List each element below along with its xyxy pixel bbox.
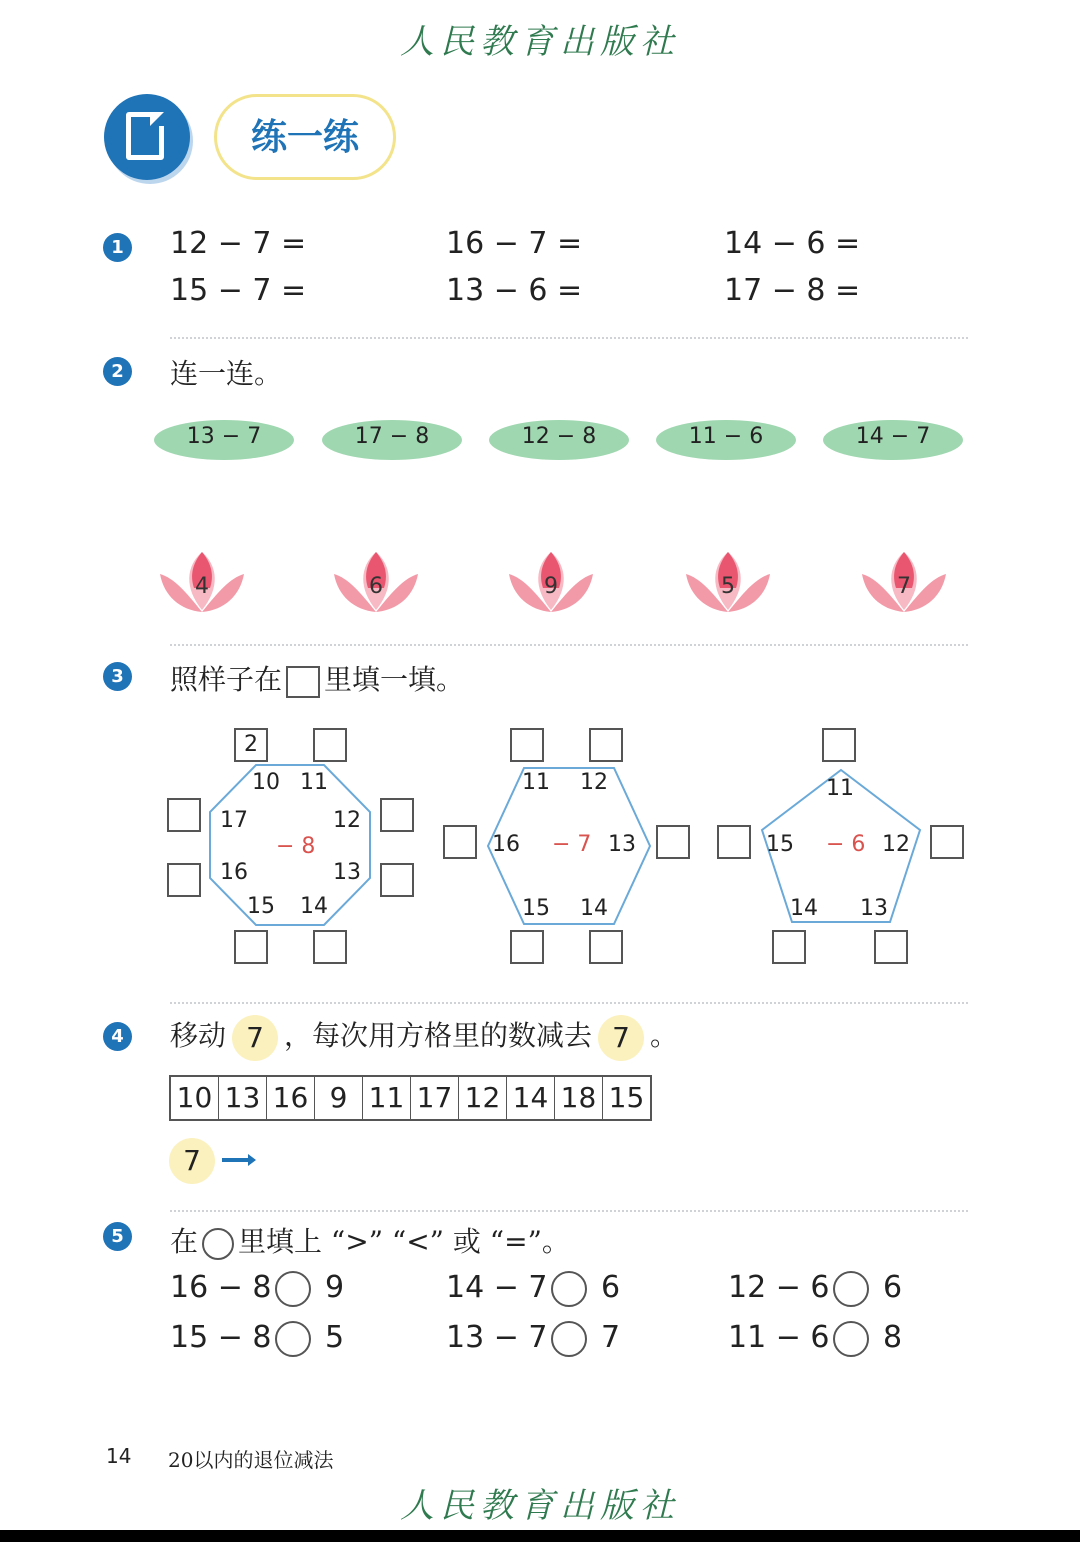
strip-cell[interactable]: 13 <box>219 1077 267 1119</box>
number-strip <box>169 1075 652 1121</box>
lily-pad[interactable]: 14 − 7 <box>823 420 963 460</box>
equation: 15 − 7 = <box>170 273 307 308</box>
strip-cell[interactable]: 10 <box>171 1077 219 1119</box>
question-4-instruction: 移动 7 ，每次用方格里的数减去 7 。 <box>170 1014 678 1061</box>
question-3-instruction: 照样子在 里填一填。 <box>170 663 465 696</box>
question-number-2: 2 <box>103 357 132 386</box>
document-icon <box>126 112 164 160</box>
answer-box[interactable] <box>930 825 964 859</box>
hexagon-number: 12 <box>580 770 608 795</box>
answer-box[interactable] <box>717 825 751 859</box>
divider <box>170 644 968 646</box>
comparison: 12 − 6 6 <box>728 1270 903 1305</box>
section-title: 练一练 <box>214 94 396 180</box>
answer-circle[interactable] <box>551 1271 587 1307</box>
divider <box>170 1210 968 1212</box>
answer-box[interactable] <box>656 825 690 859</box>
movable-token[interactable]: 7 <box>169 1138 215 1184</box>
answer-box[interactable] <box>167 798 201 832</box>
strip-cell[interactable]: 17 <box>411 1077 459 1119</box>
octagon-number: 14 <box>300 894 328 919</box>
answer-circle[interactable] <box>275 1321 311 1357</box>
strip-cell[interactable]: 12 <box>459 1077 507 1119</box>
answer-box[interactable] <box>313 930 347 964</box>
token-circle: 7 <box>598 1015 644 1061</box>
equation: 12 − 7 = <box>170 226 307 261</box>
lotus-flower[interactable]: 7 <box>858 548 950 618</box>
answer-circle-sample <box>202 1228 234 1260</box>
lotus-flower[interactable]: 5 <box>682 548 774 618</box>
lotus-flower[interactable]: 9 <box>505 548 597 618</box>
octagon-number: 16 <box>220 860 248 885</box>
answer-box-example: 2 <box>234 728 268 762</box>
exercise-icon <box>104 94 190 180</box>
answer-box[interactable] <box>167 863 201 897</box>
comparison: 16 − 8 9 <box>170 1270 345 1305</box>
comparison: 13 − 7 7 <box>446 1320 621 1355</box>
chapter-title: 20以内的退位减法 <box>168 1448 334 1472</box>
hexagon-number: 14 <box>580 896 608 921</box>
hexagon-number: 11 <box>522 770 550 795</box>
comparison: 11 − 6 8 <box>728 1320 903 1355</box>
strip-cell[interactable]: 14 <box>507 1077 555 1119</box>
question-number-5: 5 <box>103 1222 132 1251</box>
answer-circle[interactable] <box>833 1271 869 1307</box>
strip-cell[interactable]: 15 <box>608 1081 645 1114</box>
answer-box[interactable] <box>589 930 623 964</box>
answer-box[interactable] <box>380 863 414 897</box>
pentagon-number: 11 <box>826 776 854 801</box>
strip-cell[interactable]: 9 <box>315 1077 363 1119</box>
strip-cell[interactable]: 18 <box>555 1077 603 1119</box>
answer-box[interactable] <box>234 930 268 964</box>
equation: 13 − 6 = <box>446 273 583 308</box>
hexagon-operation: − 7 <box>552 832 592 857</box>
answer-box[interactable] <box>443 825 477 859</box>
answer-box[interactable] <box>589 728 623 762</box>
octagon-number: 11 <box>300 770 328 795</box>
equation: 16 − 7 = <box>446 226 583 261</box>
answer-circle[interactable] <box>275 1271 311 1307</box>
answer-box[interactable] <box>822 728 856 762</box>
strip-cell[interactable]: 11 <box>363 1077 411 1119</box>
answer-circle[interactable] <box>551 1321 587 1357</box>
pentagon-number: 14 <box>790 896 818 921</box>
answer-box[interactable] <box>510 930 544 964</box>
pentagon-operation: − 6 <box>826 832 866 857</box>
lily-pad[interactable]: 12 − 8 <box>489 420 629 460</box>
octagon-operation: − 8 <box>276 834 316 859</box>
answer-box[interactable] <box>874 930 908 964</box>
strip-cell[interactable]: 16 <box>267 1077 315 1119</box>
divider <box>170 1002 968 1004</box>
octagon-number: 13 <box>333 860 361 885</box>
question-2-instruction: 连一连。 <box>170 357 283 390</box>
question-number-4: 4 <box>103 1022 132 1051</box>
answer-box[interactable] <box>772 930 806 964</box>
answer-circle[interactable] <box>833 1321 869 1357</box>
hexagon-number: 15 <box>522 896 550 921</box>
right-arrow-icon <box>222 1158 250 1162</box>
pentagon-number: 13 <box>860 896 888 921</box>
answer-box[interactable] <box>510 728 544 762</box>
token-circle: 7 <box>232 1015 278 1061</box>
pentagon-number: 15 <box>766 832 794 857</box>
divider <box>170 337 968 339</box>
comparison: 14 − 7 6 <box>446 1270 621 1305</box>
question-5-instruction: 在 里填上 “>” “<” 或 “=”。 <box>170 1225 570 1258</box>
answer-box[interactable] <box>380 798 414 832</box>
equation: 14 − 6 = <box>724 226 861 261</box>
octagon-number: 12 <box>333 808 361 833</box>
lotus-flower[interactable]: 4 <box>156 548 248 618</box>
octagon-number: 15 <box>247 894 275 919</box>
equation: 17 − 8 = <box>724 273 861 308</box>
publisher-footer: 人民教育出版社 <box>400 1486 680 1526</box>
publisher-header: 人民教育出版社 <box>400 22 680 62</box>
hexagon-number: 16 <box>492 832 520 857</box>
page-number: 14 <box>106 1444 132 1468</box>
lily-pad[interactable]: 17 − 8 <box>322 420 462 460</box>
hexagon-number: 13 <box>608 832 636 857</box>
answer-box[interactable] <box>313 728 347 762</box>
lily-pad[interactable]: 13 − 7 <box>154 420 294 460</box>
comparison: 15 − 8 5 <box>170 1320 345 1355</box>
answer-box-sample <box>286 666 320 698</box>
lily-pad[interactable]: 11 − 6 <box>656 420 796 460</box>
octagon-number: 17 <box>220 808 248 833</box>
question-number-3: 3 <box>103 662 132 691</box>
lotus-flower[interactable]: 6 <box>330 548 422 618</box>
octagon-number: 10 <box>252 770 280 795</box>
question-number-1: 1 <box>103 233 132 262</box>
pentagon-number: 12 <box>882 832 910 857</box>
